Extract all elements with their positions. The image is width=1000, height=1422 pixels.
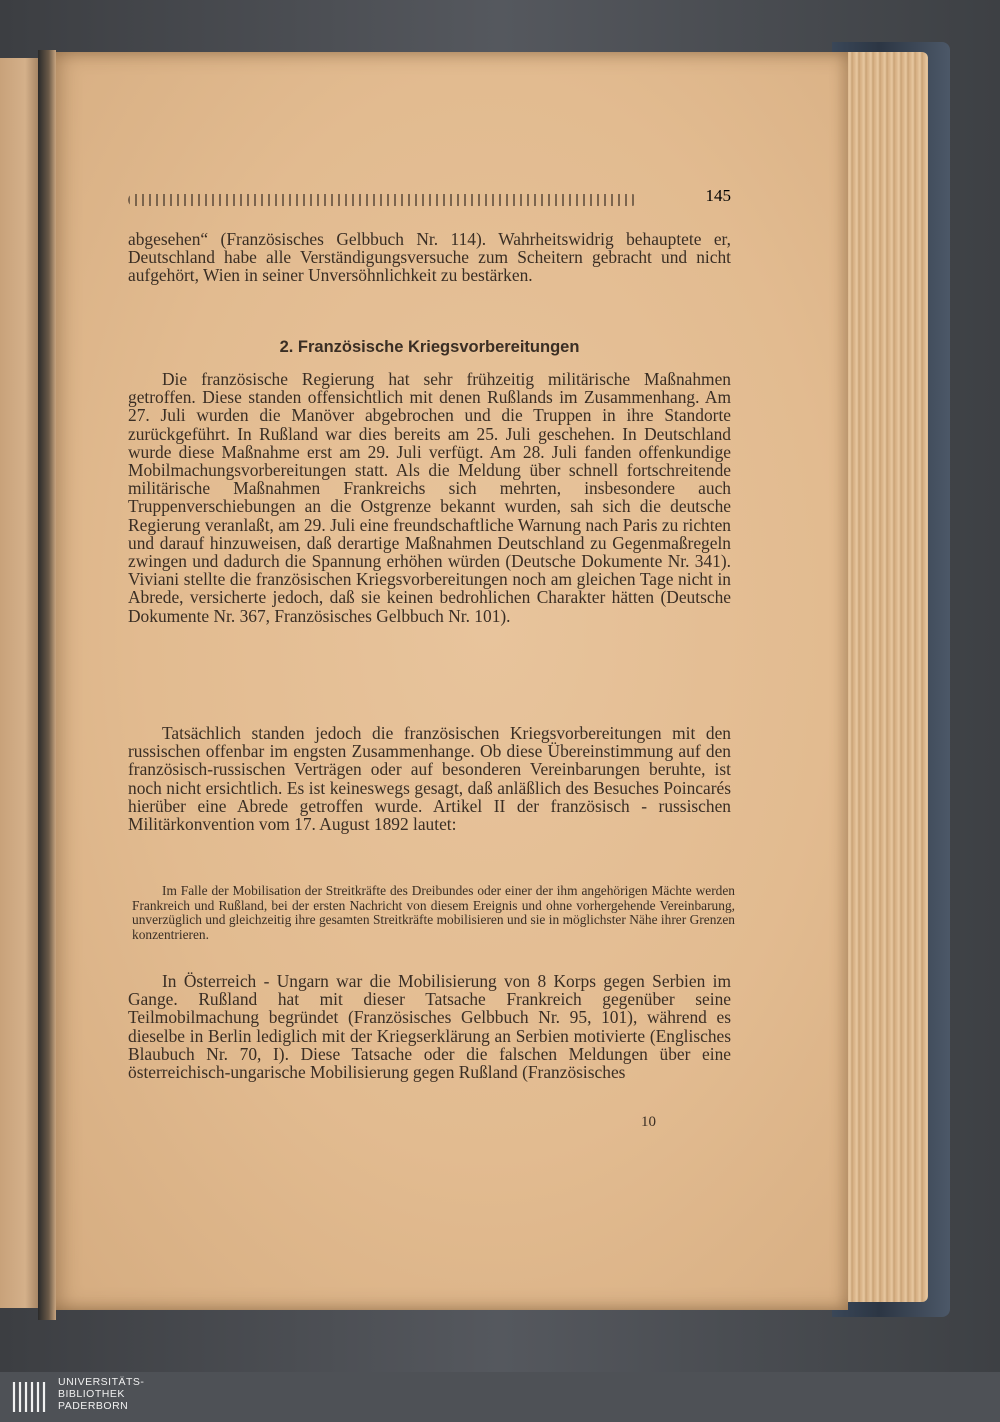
library-name <box>58 1376 144 1412</box>
library-footer <box>0 1372 1000 1422</box>
paragraph-4: In Österreich - Ungarn war die Mobilisierung von 8 Korps gegen Serbien im Gange. Rußland hat mit dieser Tatsache Frankreich gegenüber seine Teilmobilmachung begründet (Französisches Gelbbuch Nr. 95, 101), während es dieselbe in Berlin lediglich mit der Kriegserklärung an Serbien motivierte (Englisches Blaubuch Nr. 70, I). Diese Tatsache oder die falschen Meldungen über eine österreichisch-ungarische Mobilisierung gegen Rußland (Französisches <box>128 971 731 1083</box>
quote-text: Im Falle der Mobilisation der Streitkräfte des Dreibundes oder einer der ihm angehörigen Mächte werden Frankreich und Rußland, bei der ersten Nachricht von diesem Ereignis und ohne vorhergehende Vereinbarung, unverzüglich und gleichzeitig ihre gesamten Streitkräfte mobilisieren und sie in möglichster Nähe ihrer Grenzen konzentrieren. <box>132 883 735 942</box>
library-name-line-1: UNIVERSITÄTS- <box>58 1376 145 1388</box>
ornament-rule <box>128 194 638 206</box>
signature-mark: 10 <box>641 1114 656 1130</box>
library-name-line-3: PADERBORN <box>58 1400 129 1412</box>
paragraph-3: Tatsächlich standen jedoch die französischen Kriegsvorbereitungen mit den russischen offenbar im engsten Zusammenhange. Ob diese Übereinstimmung auf den französisch-russischen Verträgen oder auf besonderen Vereinbarungen beruhte, ist noch nicht ersichtlich. Es ist keineswegs gesagt, daß anläßlich des Besuches Poincarés hierüber eine Abrede getroffen wurde. Artikel II der französisch - russischen Militärkonvention vom 17. August 1892 lautet: <box>128 723 731 835</box>
page-number: 145 <box>705 186 731 205</box>
book-gutter <box>38 50 56 1320</box>
right-page <box>48 52 848 1310</box>
page-header <box>128 188 731 212</box>
section-heading: 2. Französische Kriegsvorbereitungen <box>279 338 580 356</box>
page-edges <box>840 52 928 1302</box>
left-page-edge <box>0 58 42 1308</box>
paragraph-2: Die französische Regierung hat sehr frühzeitig militärische Maßnahmen getroffen. Diese standen offensichtlich mit denen Rußlands im Zusammenhang. Am 27. Juli wurden die Manöver abgebrochen und die Truppen in ihre Standorte zurückgeführt. In Rußland war dies bereits am 25. Juli geschehen. In Deutschland wurde diese Maßnahme erst am 29. Juli verfügt. Am 28. Juli fanden offenkundige Mobilmachungsvorbereitungen statt. Als die Meldung über schnell fortschreitende militärische Maßnahmen Frankreichs sich mehrten, insbesondere auch Truppenverschiebungen an die Ostgrenze bekannt wurden, sah sich die deutsche Regierung veranlaßt, am 29. Juli eine freundschaftliche Warnung nach Paris zu richten und darauf hinzuweisen, daß derartige Maßnahmen Deutschland zu Gegenmaßregeln zwingen und dadurch die Spannung erhöhen würden (Deutsche Dokumente Nr. 341). Viviani stellte die französischen Kriegsvorbereitungen noch am gleichen Tage nicht in Abrede, versicherte jedoch, daß sie keinen bedrohlichen Charakter hätten (Deutsche Dokumente Nr. 367, Französisches Gelbbuch Nr. 101). <box>128 369 731 626</box>
library-logo-icon <box>10 1378 50 1416</box>
quote-block <box>128 884 735 942</box>
paragraph-1: abgesehen“ (Französisches Gelbbuch Nr. 114). Wahrheitswidrig behauptete er, Deutschland habe alle Verständigungsversuche zum Scheitern gebracht und nicht aufgehört, Wien in seiner Unversöhnlichkeit zu bestärken. <box>128 229 731 286</box>
library-name-line-2: BIBLIOTHEK <box>58 1388 125 1400</box>
